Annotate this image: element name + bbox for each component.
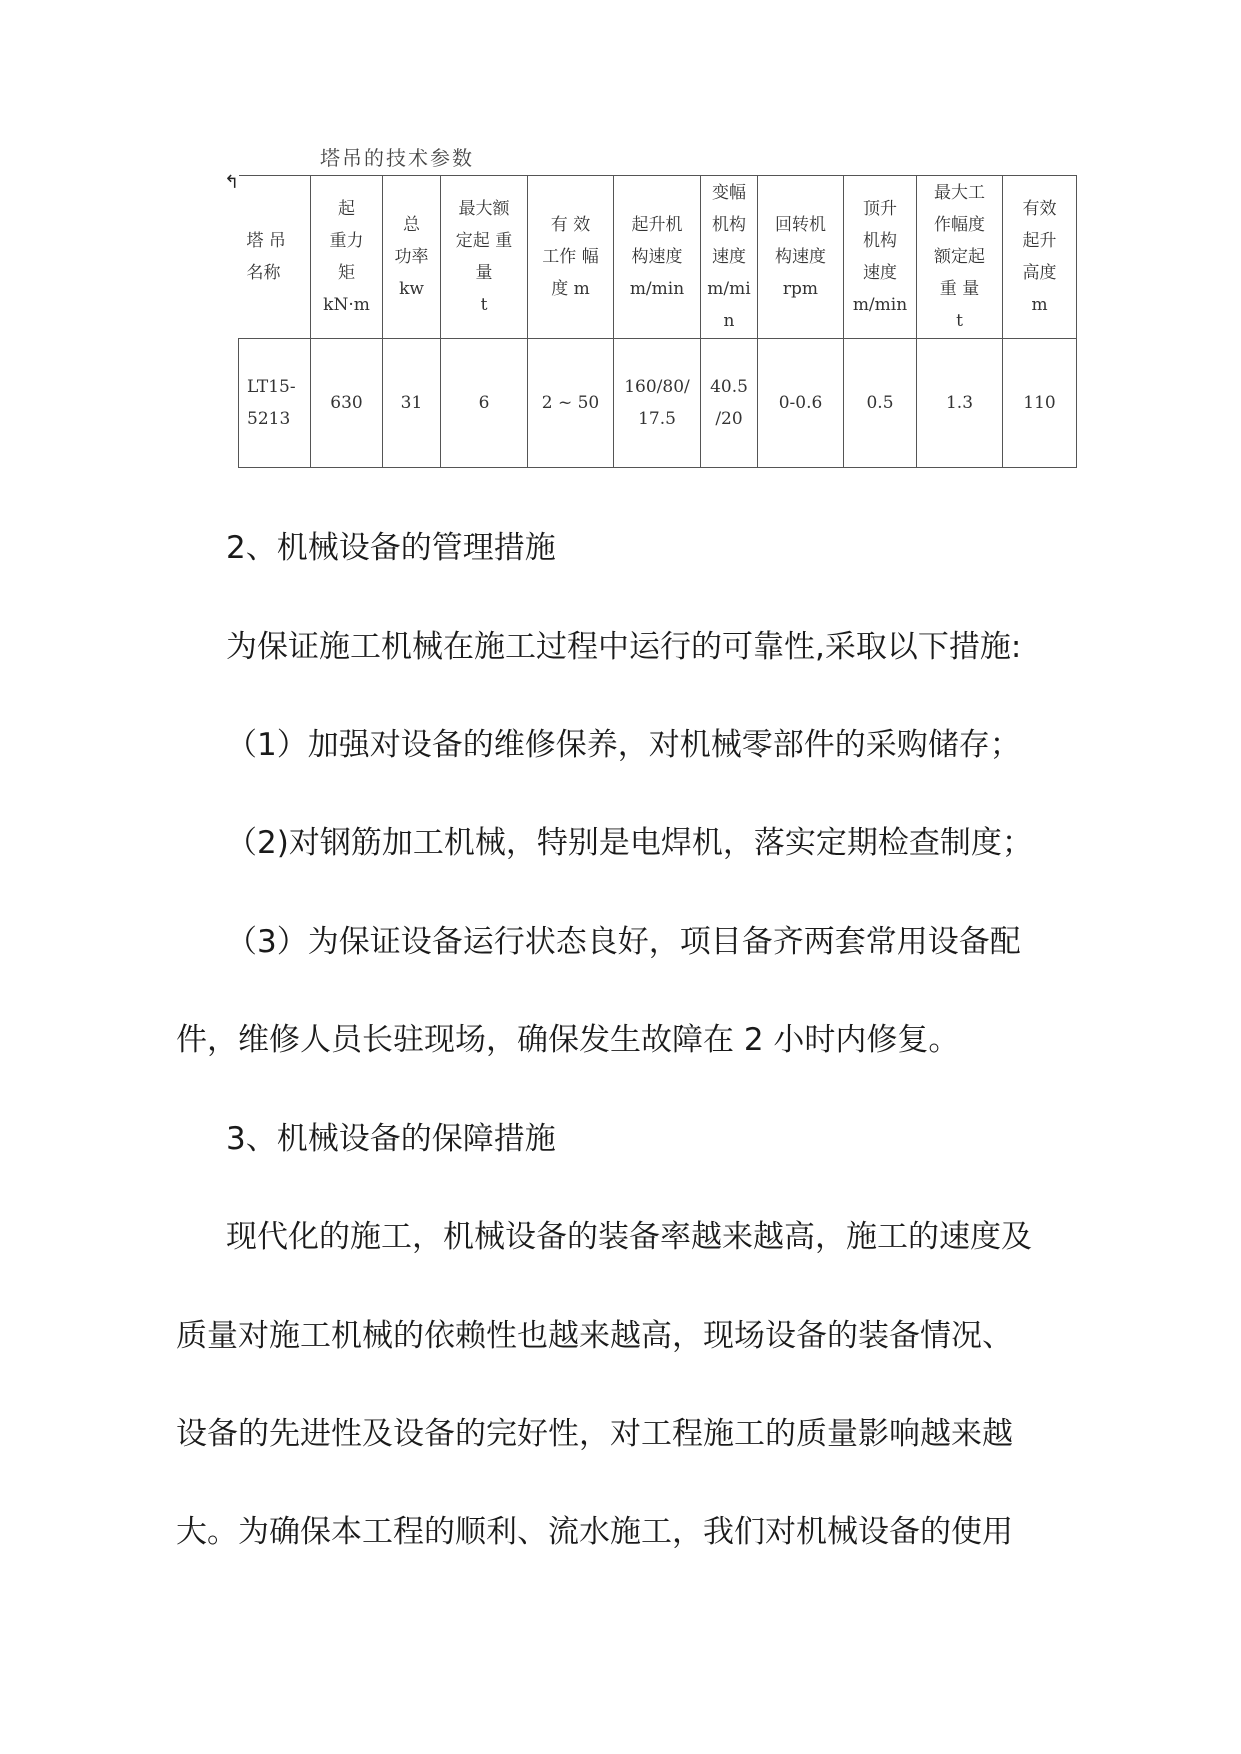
list-item-3: （3）为保证设备运行状态良好，项目备齐两套常用设备配 [226, 924, 1021, 960]
list-item-3-continued: 件，维修人员长驻现场，确保发生故障在 2 小时内修复。 [176, 1022, 960, 1058]
table-cell: 31 [383, 339, 441, 468]
table-cell: 110 [1003, 339, 1077, 468]
tower-crane-spec-table [238, 175, 1077, 468]
paragraph-intro: 为保证施工机械在施工过程中运行的可靠性,采取以下措施: [226, 629, 1022, 665]
header-cell-hoist-speed: 起升机 构速度 m/min [614, 176, 701, 339]
header-cell-lift-height: 有效 起升 高度 m [1003, 176, 1077, 339]
table-header-row [239, 176, 1077, 339]
table-cell: 6 [441, 339, 528, 468]
list-item-1: （1）加强对设备的维修保养，对机械零部件的采购储存； [226, 727, 1021, 763]
header-cell-tip-load: 最大工 作幅度 额定起 重 量 t [917, 176, 1003, 339]
paragraph-mark-icon: ↰ [224, 172, 240, 193]
header-cell-torque: 起 重力 矩 kN·m [311, 176, 383, 339]
table-cell: 0-0.6 [758, 339, 844, 468]
section-heading-management: 2、机械设备的管理措施 [226, 530, 556, 566]
header-cell-slew-speed: 回转机 构速度 rpm [758, 176, 844, 339]
paragraph-line-1: 现代化的施工，机械设备的装备率越来越高，施工的速度及 [226, 1219, 1032, 1255]
tower-crane-spec-table-wrap [238, 175, 1076, 468]
table-cell: 0.5 [844, 339, 917, 468]
paragraph-line-2: 质量对施工机械的依赖性也越来越高，现场设备的装备情况、 [176, 1318, 1013, 1354]
table-cell: 1.3 [917, 339, 1003, 468]
paragraph-line-3: 设备的先进性及设备的完好性，对工程施工的质量影响越来越 [176, 1416, 1013, 1452]
list-item-2: （2)对钢筋加工机械，特别是电焊机，落实定期检查制度； [226, 825, 1033, 861]
section-heading-guarantee: 3、机械设备的保障措施 [226, 1121, 556, 1157]
table-cell: LT15- 5213 [239, 339, 311, 468]
paragraph-line-4: 大。为确保本工程的顺利、流水施工，我们对机械设备的使用 [176, 1514, 1013, 1550]
header-cell-name: 塔 吊 名称 [239, 176, 311, 339]
header-cell-climb-speed: 顶升 机构 速度 m/min [844, 176, 917, 339]
header-cell-radius: 有 效 工作 幅 度 m [528, 176, 614, 339]
table-row [239, 339, 1077, 468]
header-cell-power: 总 功率 kw [383, 176, 441, 339]
table-cell: 160/80/ 17.5 [614, 339, 701, 468]
header-cell-luffing-speed: 变幅 机构 速度 m/mi n [701, 176, 758, 339]
table-caption-fragment: 塔吊的技术参数 [320, 146, 474, 170]
table-cell: 630 [311, 339, 383, 468]
table-cell: 40.5 /20 [701, 339, 758, 468]
table-cell: 2 ~ 50 [528, 339, 614, 468]
header-cell-max-load: 最大额 定起 重 量 t [441, 176, 528, 339]
